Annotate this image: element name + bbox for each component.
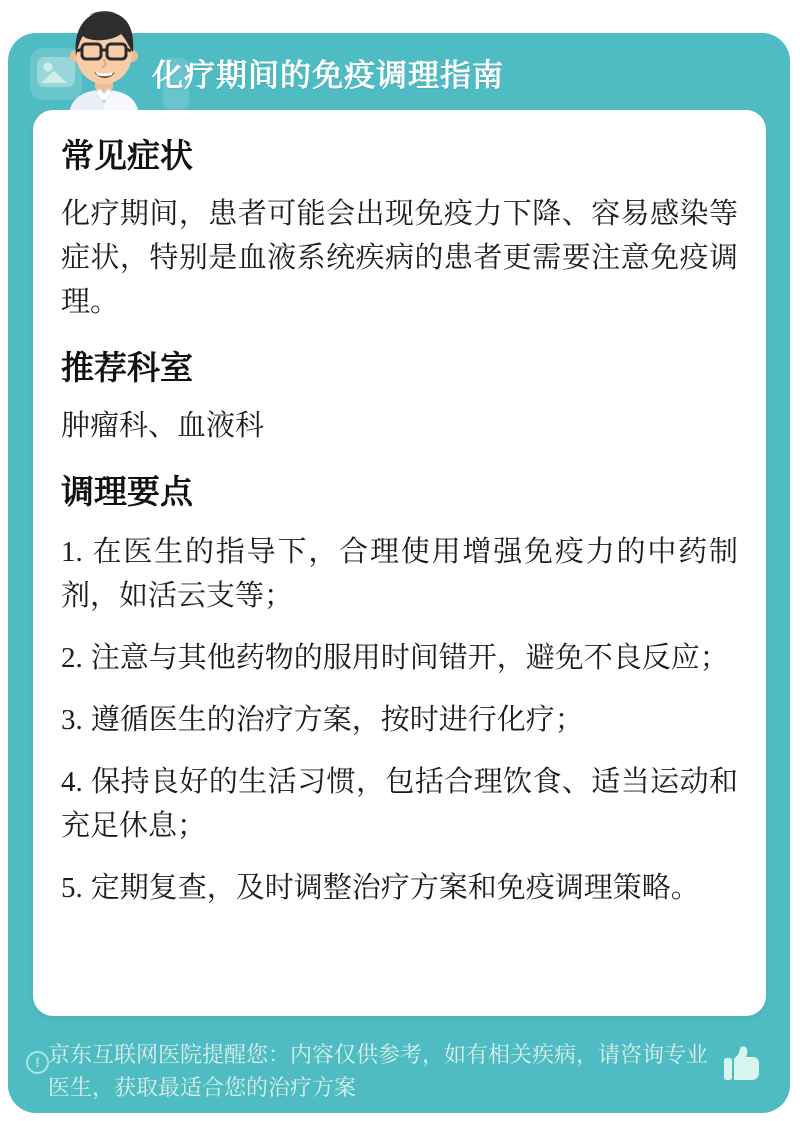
doctor-avatar: [55, 4, 153, 118]
list-item-number: 1.: [61, 536, 83, 568]
list-item: [61, 636, 738, 680]
section-heading-points: 调理要点: [61, 473, 193, 510]
list-item-text: 在医生的指导下，合理使用增强免疫力的中药制剂，如活云支等；: [61, 536, 738, 612]
section-heading-symptoms: 常见症状: [61, 137, 193, 174]
list-item-number: 4.: [61, 766, 83, 798]
list-item-number: 2.: [61, 642, 83, 674]
list-item-text: 定期复查，及时调整治疗方案和免疫调理策略。: [90, 872, 700, 904]
footer-disclaimer-bar: [26, 1038, 766, 1108]
info-icon: !: [26, 1051, 49, 1074]
list-item-number: 5.: [61, 872, 83, 904]
list-item: [61, 698, 738, 742]
disclaimer-text: 京东互联网医院提醒您：内容仅供参考，如有相关疾病，请咨询专业医生，获取最适合您的治疗方案: [48, 1042, 709, 1100]
list-item-number: 3.: [61, 704, 83, 736]
list-item: [61, 530, 738, 618]
list-item-text: 注意与其他药物的服用时间错开，避免不良反应；: [90, 642, 729, 674]
content-card: [33, 110, 766, 1016]
departments-text: 肿瘤科、血液科: [61, 410, 265, 442]
list-item: [61, 760, 738, 848]
list-item-text: 保持良好的生活习惯，包括合理饮食、适当运动和充足休息；: [61, 766, 738, 842]
thumbs-up-icon[interactable]: [722, 1042, 764, 1084]
symptoms-text: 化疗期间，患者可能会出现免疫力下降、容易感染等症状，特别是血液系统疾病的患者更需要注意免疫调理。: [61, 198, 738, 318]
page-title: 化疗期间的免疫调理指南: [152, 58, 504, 93]
list-item: [61, 866, 738, 910]
section-heading-departments: 推荐科室: [61, 349, 193, 386]
list-item-text: 遵循医生的治疗方案，按时进行化疗；: [90, 704, 584, 736]
